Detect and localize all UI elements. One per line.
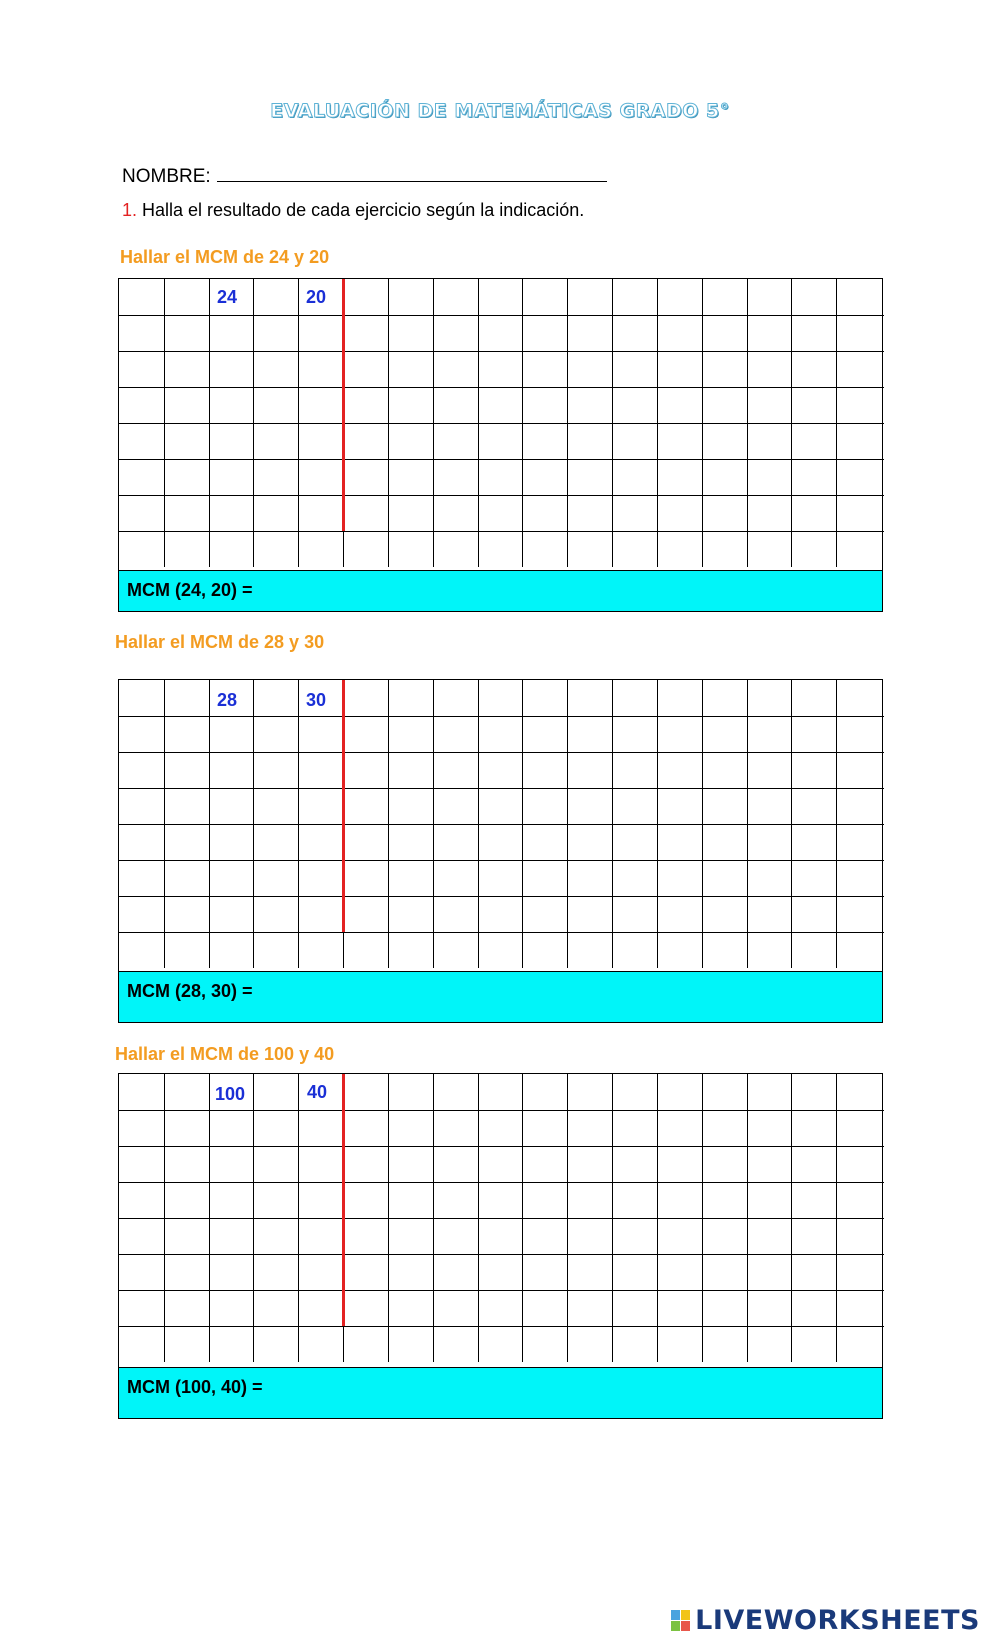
number-30: 30	[306, 690, 327, 710]
number-20: 20	[306, 287, 327, 307]
number-100: 100	[215, 1084, 246, 1104]
section-title-1: Hallar el MCM de 24 y 20	[120, 247, 330, 267]
grid-lines-1	[119, 279, 884, 567]
mcm-result-label-2: MCM (28, 30) =	[127, 981, 253, 1001]
instruction-text: Halla el resultado de cada ejercicio según la indicación.	[137, 200, 585, 220]
work-grid-3	[118, 1073, 883, 1419]
name-row	[122, 166, 607, 188]
work-grid-2	[118, 679, 883, 1023]
mcm-result-label-1: MCM (24, 20) =	[127, 580, 253, 600]
page-title: EVALUACIÓN DE MATEMÁTICAS GRADO 5°	[270, 100, 730, 122]
section-title-2: Hallar el MCM de 28 y 30	[115, 632, 325, 652]
mcm-result-bar-2[interactable]	[119, 971, 882, 1022]
mcm-result-label-3: MCM (100, 40) =	[127, 1377, 263, 1397]
liveworksheets-logo-icon	[671, 1610, 691, 1632]
number-40: 40	[307, 1082, 328, 1102]
work-grid-1	[118, 278, 883, 612]
instruction	[122, 200, 584, 221]
number-28: 28	[217, 690, 238, 710]
instruction-number: 1.	[122, 200, 138, 220]
grid-lines-2	[119, 680, 884, 968]
number-24: 24	[217, 287, 238, 307]
name-label: NOMBRE:	[122, 166, 211, 187]
mcm-result-bar-1[interactable]	[119, 570, 882, 611]
footer-brand-text: LIVEWORKSHEETS	[695, 1605, 980, 1636]
section-title-3: Hallar el MCM de 100 y 40	[115, 1044, 335, 1064]
name-field[interactable]	[217, 167, 607, 182]
footer-brand	[671, 1605, 980, 1636]
mcm-result-bar-3[interactable]	[119, 1367, 882, 1418]
grid-lines-3	[119, 1074, 884, 1362]
